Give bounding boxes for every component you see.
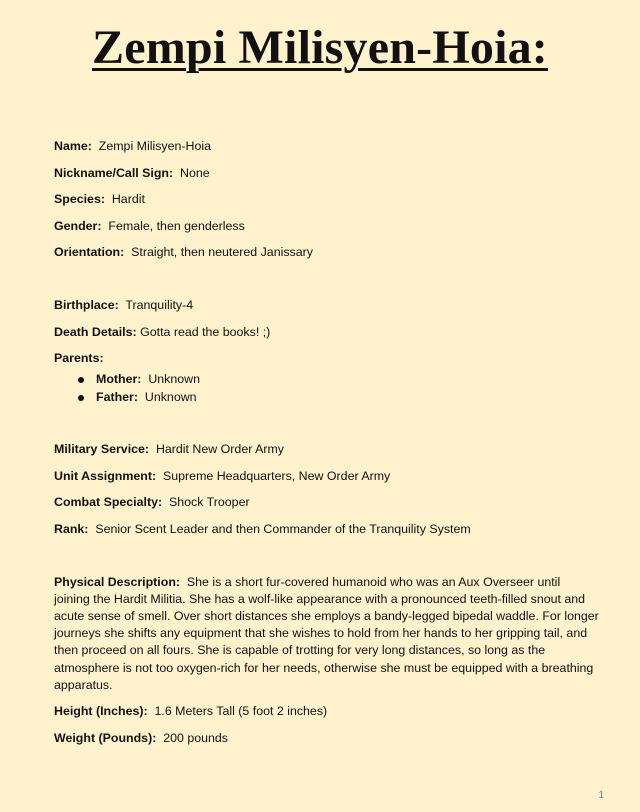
- field-parents: [54, 350, 599, 367]
- field-value: Female, then genderless: [108, 218, 245, 233]
- field-label: Mother:: [96, 372, 142, 386]
- field-label: Name:: [54, 139, 92, 153]
- field-value: Tranquility-4: [125, 298, 194, 312]
- field-label: Nickname/Call Sign:: [54, 165, 174, 180]
- field-combat-specialty: [54, 494, 599, 511]
- page-number: 1: [598, 790, 604, 801]
- field-value: 1.6 Meters Tall (5 foot 2 inches): [154, 704, 328, 719]
- field-physical-description: [54, 574, 599, 694]
- field-label: Military Service:: [54, 442, 150, 456]
- field-label: Rank:: [54, 521, 89, 536]
- field-name: [54, 138, 599, 155]
- field-label: Gender:: [54, 218, 102, 233]
- page-title: Zempi Milisyen-Hoia:: [92, 21, 548, 74]
- field-birthplace: [54, 297, 599, 314]
- list-item-father: [76, 389, 599, 407]
- field-value: Unknown: [144, 389, 197, 404]
- field-label: Height (Inches):: [54, 704, 148, 719]
- field-label: Combat Specialty:: [54, 495, 163, 509]
- character-sheet: [54, 138, 599, 747]
- field-military-service: [54, 441, 599, 458]
- field-label: Birthplace:: [54, 298, 119, 312]
- field-value: Zempi Milisyen-Hoia: [98, 139, 211, 153]
- field-value: Hardit New Order Army: [155, 442, 284, 456]
- field-value: None: [180, 165, 210, 180]
- field-label: Species:: [54, 192, 105, 206]
- field-label: Orientation:: [54, 245, 125, 259]
- field-gender: [54, 218, 599, 235]
- field-label: Unit Assignment:: [54, 468, 157, 483]
- field-value: Gotta read the books! ;): [140, 324, 271, 339]
- field-unit-assignment: [54, 468, 599, 485]
- field-value: Straight, then neutered Janissary: [131, 245, 313, 259]
- field-value: 200 pounds: [163, 730, 228, 745]
- field-species: [54, 191, 599, 208]
- field-weight: [54, 730, 599, 747]
- field-rank: [54, 521, 599, 538]
- field-label: Parents:: [54, 351, 104, 365]
- field-orientation: [54, 244, 599, 261]
- field-label: Weight (Pounds):: [54, 730, 157, 745]
- field-value: Supreme Headquarters, New Order Army: [163, 468, 391, 483]
- field-label: Death Details:: [54, 324, 137, 339]
- field-value: Hardit: [111, 192, 145, 206]
- field-value: Shock Trooper: [169, 495, 250, 509]
- list-item-mother: [76, 371, 599, 389]
- field-height: [54, 703, 599, 720]
- field-value: Senior Scent Leader and then Commander of the Tranquility System: [95, 521, 471, 536]
- field-death-details: [54, 324, 599, 341]
- parents-list: [54, 371, 599, 406]
- field-label: Physical Description:: [54, 574, 181, 589]
- field-label: Father:: [96, 389, 138, 404]
- field-nickname: [54, 165, 599, 182]
- field-value: She is a short fur-covered humanoid who was an Aux Overseer until joining the Hardit Militia. She has a wolf-like appearance with a pronounced teeth-filled snout and acute sense of smell. Over short distances she employs a bandy-legged bipedal waddle. For longer journeys she shifts any equipment that she wishes to hold from her hands to her gripping tail, and then proceed on all fours. She is capable of trotting for very long distances, so long as the atmosphere is not too oxygen-rich for her needs, otherwise she must be equipped with a breathing apparatus.: [54, 574, 599, 692]
- field-value: Unknown: [148, 372, 200, 386]
